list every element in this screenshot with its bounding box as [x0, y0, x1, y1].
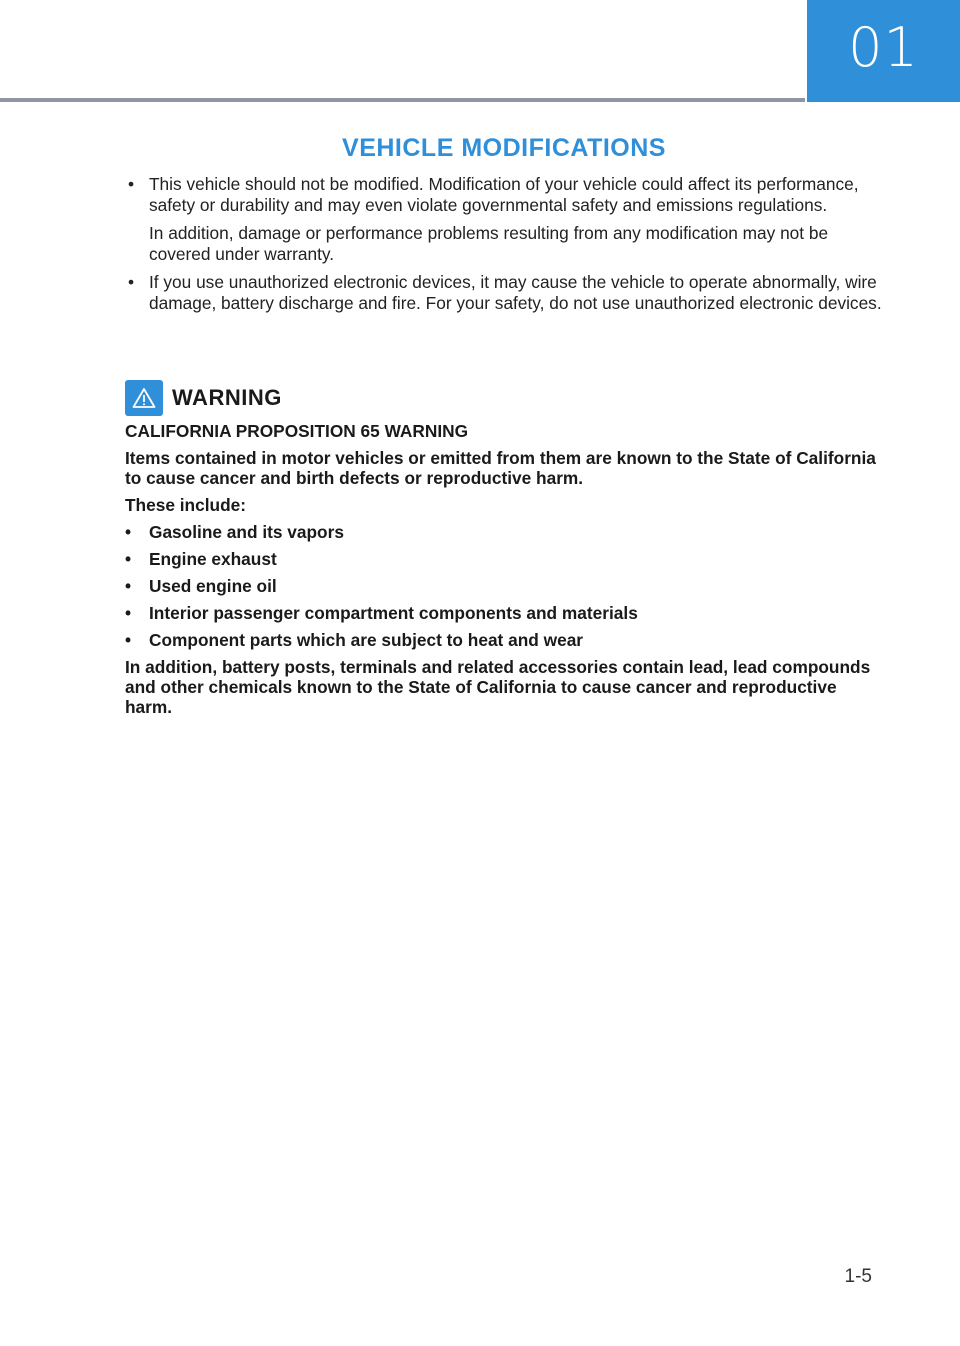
- warning-triangle-icon: [125, 380, 163, 416]
- warning-header: [125, 380, 282, 416]
- includes-label: These include:: [125, 495, 246, 515]
- paragraph: If you use unauthorized electronic devices, it may cause the vehicle to operate abnormally, wire damage, battery discharge and fire. For your safety, do not use unauthorized electronic devices.: [149, 272, 882, 313]
- chapter-tab: [807, 0, 960, 102]
- warning-heading: CALIFORNIA PROPOSITION 65 WARNING: [125, 421, 469, 441]
- warning-text: Items contained in motor vehicles or emitted from them are known to the State of California to cause cancer and birth defects or reproductive harm.: [125, 448, 876, 488]
- section-title: VEHICLE MODIFICATIONS: [342, 134, 666, 162]
- paragraph: In addition, damage or performance problems resulting from any modification may not be covered under warranty.: [149, 223, 829, 264]
- chapter-number: 01: [848, 15, 919, 79]
- bullet-icon: •: [128, 174, 135, 194]
- intro-list: [128, 174, 888, 321]
- warning-body: [125, 421, 885, 724]
- list-item: [125, 549, 885, 569]
- list-item-text: Used engine oil: [149, 576, 277, 596]
- list-item: [128, 272, 888, 314]
- list-item: [128, 174, 888, 265]
- list-item: [125, 630, 885, 650]
- bullet-icon: •: [125, 630, 132, 650]
- list-item: [125, 576, 885, 596]
- warning-footer: In addition, battery posts, terminals and related accessories contain lead, lead compounds and other chemicals known to the State of California to cause cancer and reproductive harm.: [125, 657, 871, 717]
- list-item-text: Engine exhaust: [149, 549, 277, 569]
- hazard-list: [125, 522, 885, 650]
- warning-label: WARNING: [172, 385, 282, 410]
- bullet-icon: •: [125, 522, 132, 542]
- bullet-icon: •: [125, 549, 132, 569]
- page-number: 1-5: [844, 1266, 872, 1287]
- list-item: [125, 603, 885, 623]
- bullet-icon: •: [128, 272, 135, 292]
- list-item: [125, 522, 885, 542]
- bullet-icon: •: [125, 576, 132, 596]
- header-rule: [0, 98, 805, 102]
- list-item-text: Gasoline and its vapors: [149, 522, 344, 542]
- paragraph: This vehicle should not be modified. Modification of your vehicle could affect its performance, safety or durability and may even violate governmental safety and emissions regulations.: [149, 174, 859, 215]
- bullet-icon: •: [125, 603, 132, 623]
- list-item-text: Component parts which are subject to heat and wear: [149, 630, 584, 650]
- list-item-text: Interior passenger compartment components and materials: [149, 603, 638, 623]
